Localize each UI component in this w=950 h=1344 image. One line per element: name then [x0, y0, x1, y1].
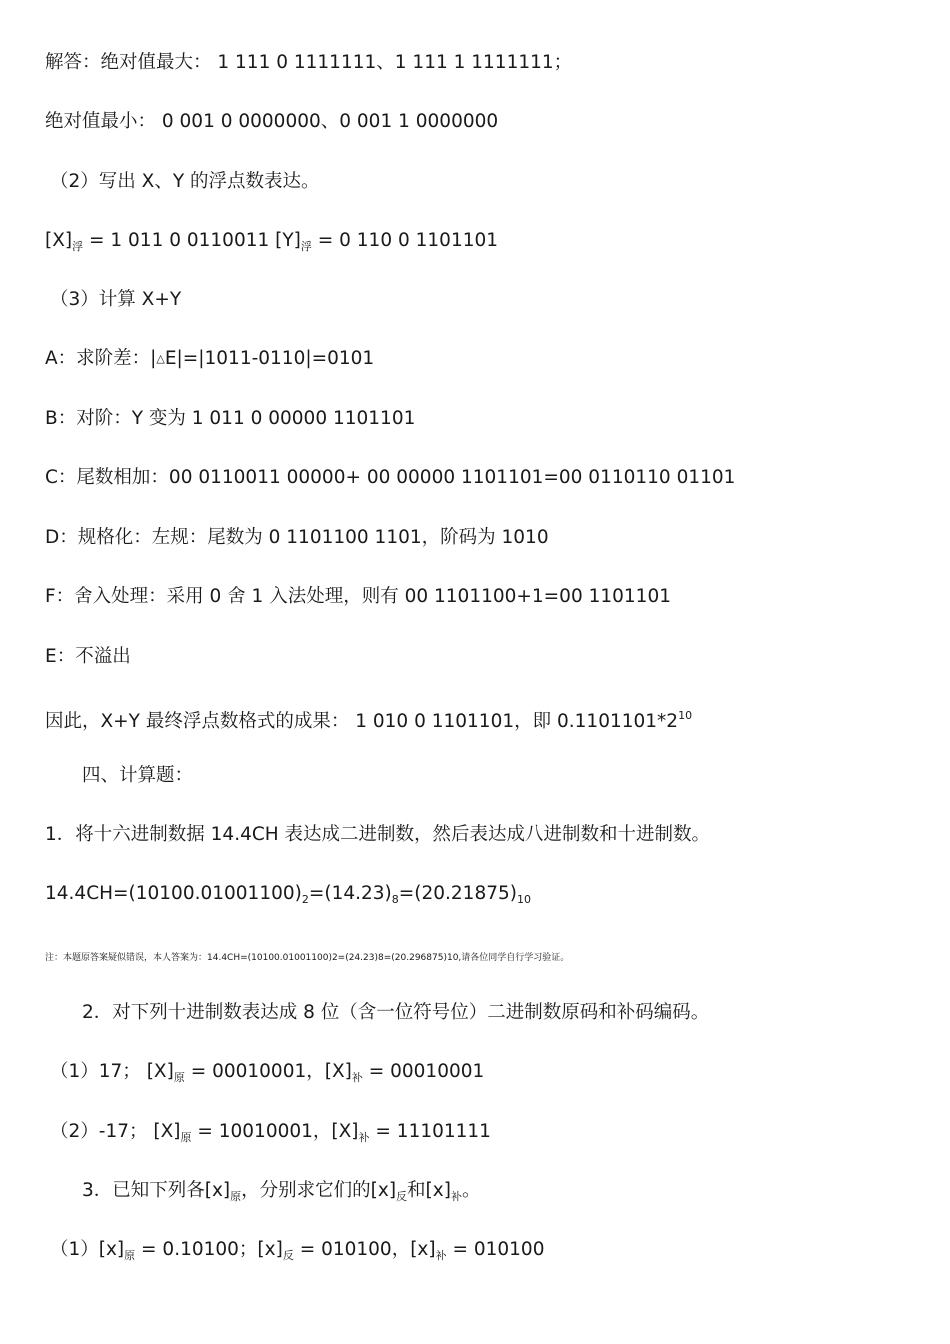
- subscript: 补: [435, 1249, 447, 1262]
- subscript: 浮: [72, 240, 84, 253]
- decimal-part: =(20.21875): [398, 883, 517, 904]
- item-text: ，分别求它们的[x]: [241, 1180, 397, 1201]
- item-text: 3．已知下列各[x]: [82, 1180, 231, 1201]
- float-representation-line: [45, 229, 498, 259]
- delta-symbol: △: [156, 352, 165, 365]
- step-b-line: B：对阶：Y 变为 1 011 0 00000 1101101: [45, 408, 416, 429]
- step-c-line: C：尾数相加：00 0110011 00000+ 00 00000 1101101=00 0110110 01101: [45, 467, 736, 488]
- subscript: 2: [301, 893, 309, 906]
- question-3-heading: （3）计算 X+Y: [50, 289, 182, 310]
- item-text: 和[x]: [407, 1180, 451, 1201]
- subscript: 补: [358, 1131, 370, 1144]
- item-text: （1）17； [X]: [50, 1061, 174, 1082]
- item-text: （1）[x]: [50, 1239, 125, 1260]
- x-float-value: = 1 011 0 0110011 [Y]: [83, 230, 301, 251]
- subscript: 原: [124, 1249, 136, 1262]
- binary-part: 14.4CH=(10100.01001100): [45, 883, 302, 904]
- item-text: = 00010001: [362, 1061, 485, 1082]
- subscript: 8: [391, 893, 399, 906]
- item-text: = 010100: [446, 1239, 545, 1260]
- subscript: 反: [282, 1249, 294, 1262]
- problem-2-item-1: [50, 1060, 484, 1090]
- item-text: = 00010001，[X]: [184, 1061, 352, 1082]
- result-text: 因此，X+Y 最终浮点数格式的成果： 1 010 0 1101101，即 0.1101101*2: [45, 711, 679, 732]
- subscript: 10: [516, 893, 531, 906]
- subscript: 补: [450, 1190, 462, 1203]
- step-d-line: D：规格化：左规：尾数为 0 1101100 1101，阶码为 1010: [45, 527, 549, 548]
- item-text: = 010100，[x]: [293, 1239, 436, 1260]
- subscript: 浮: [300, 240, 312, 253]
- subscript: 原: [180, 1131, 192, 1144]
- subscript: 补: [351, 1071, 363, 1084]
- step-a-line: [45, 347, 374, 371]
- item-text: = 0.10100；[x]: [135, 1239, 283, 1260]
- x-float-label: [X]: [45, 230, 73, 251]
- step-f-line: F：舍入处理：采用 0 舍 1 入法处理，则有 00 1101100+1=00 1101101: [45, 586, 671, 607]
- step-e-line: E：不溢出: [45, 646, 131, 667]
- step-a-text: A：求阶差：|: [45, 348, 157, 369]
- subscript: 反: [396, 1190, 408, 1203]
- item-text: （2）-17； [X]: [50, 1121, 181, 1142]
- item-text: 。: [461, 1180, 481, 1201]
- answer-min-abs-line: 绝对值最小： 0 001 0 0000000、0 001 1 0000000: [45, 111, 499, 132]
- section-heading-calc: 四、计算题：: [82, 765, 194, 786]
- question-2-heading: （2）写出 X、Y 的浮点数表达。: [50, 171, 320, 192]
- problem-1-line: 1．将十六进制数据 14.4CH 表达成二进制数，然后表达成八进制数和十进制数。: [45, 824, 711, 845]
- step-a-formula: E|=|1011-0110|=0101: [164, 348, 375, 369]
- octal-part: =(14.23): [308, 883, 392, 904]
- result-line: [45, 704, 692, 734]
- item-text: = 11101111: [369, 1121, 491, 1142]
- y-float-value: = 0 110 0 1101101: [311, 230, 499, 251]
- item-text: = 10010001，[X]: [191, 1121, 359, 1142]
- subscript: 原: [173, 1071, 185, 1084]
- exponent: 10: [678, 709, 693, 722]
- problem-3-line: [82, 1179, 480, 1209]
- subscript: 原: [230, 1190, 242, 1203]
- problem-2-item-2: [50, 1120, 491, 1150]
- problem-3-item-1: [50, 1238, 544, 1268]
- answer-max-abs-line: 解答：绝对值最大： 1 111 0 1111111、1 111 1 1111111；: [45, 52, 573, 73]
- footnote: 注：本题原答案疑似错误，本人答案为：14.4CH=(10100.01001100)2=(24.23)8=(20.296875)10,请各位同学自行学习验证。: [45, 953, 570, 963]
- problem-2-line: 2．对下列十进制数表达成 8 位（含一位符号位）二进制数原码和补码编码。: [82, 1002, 710, 1023]
- problem-1-answer: [45, 882, 531, 912]
